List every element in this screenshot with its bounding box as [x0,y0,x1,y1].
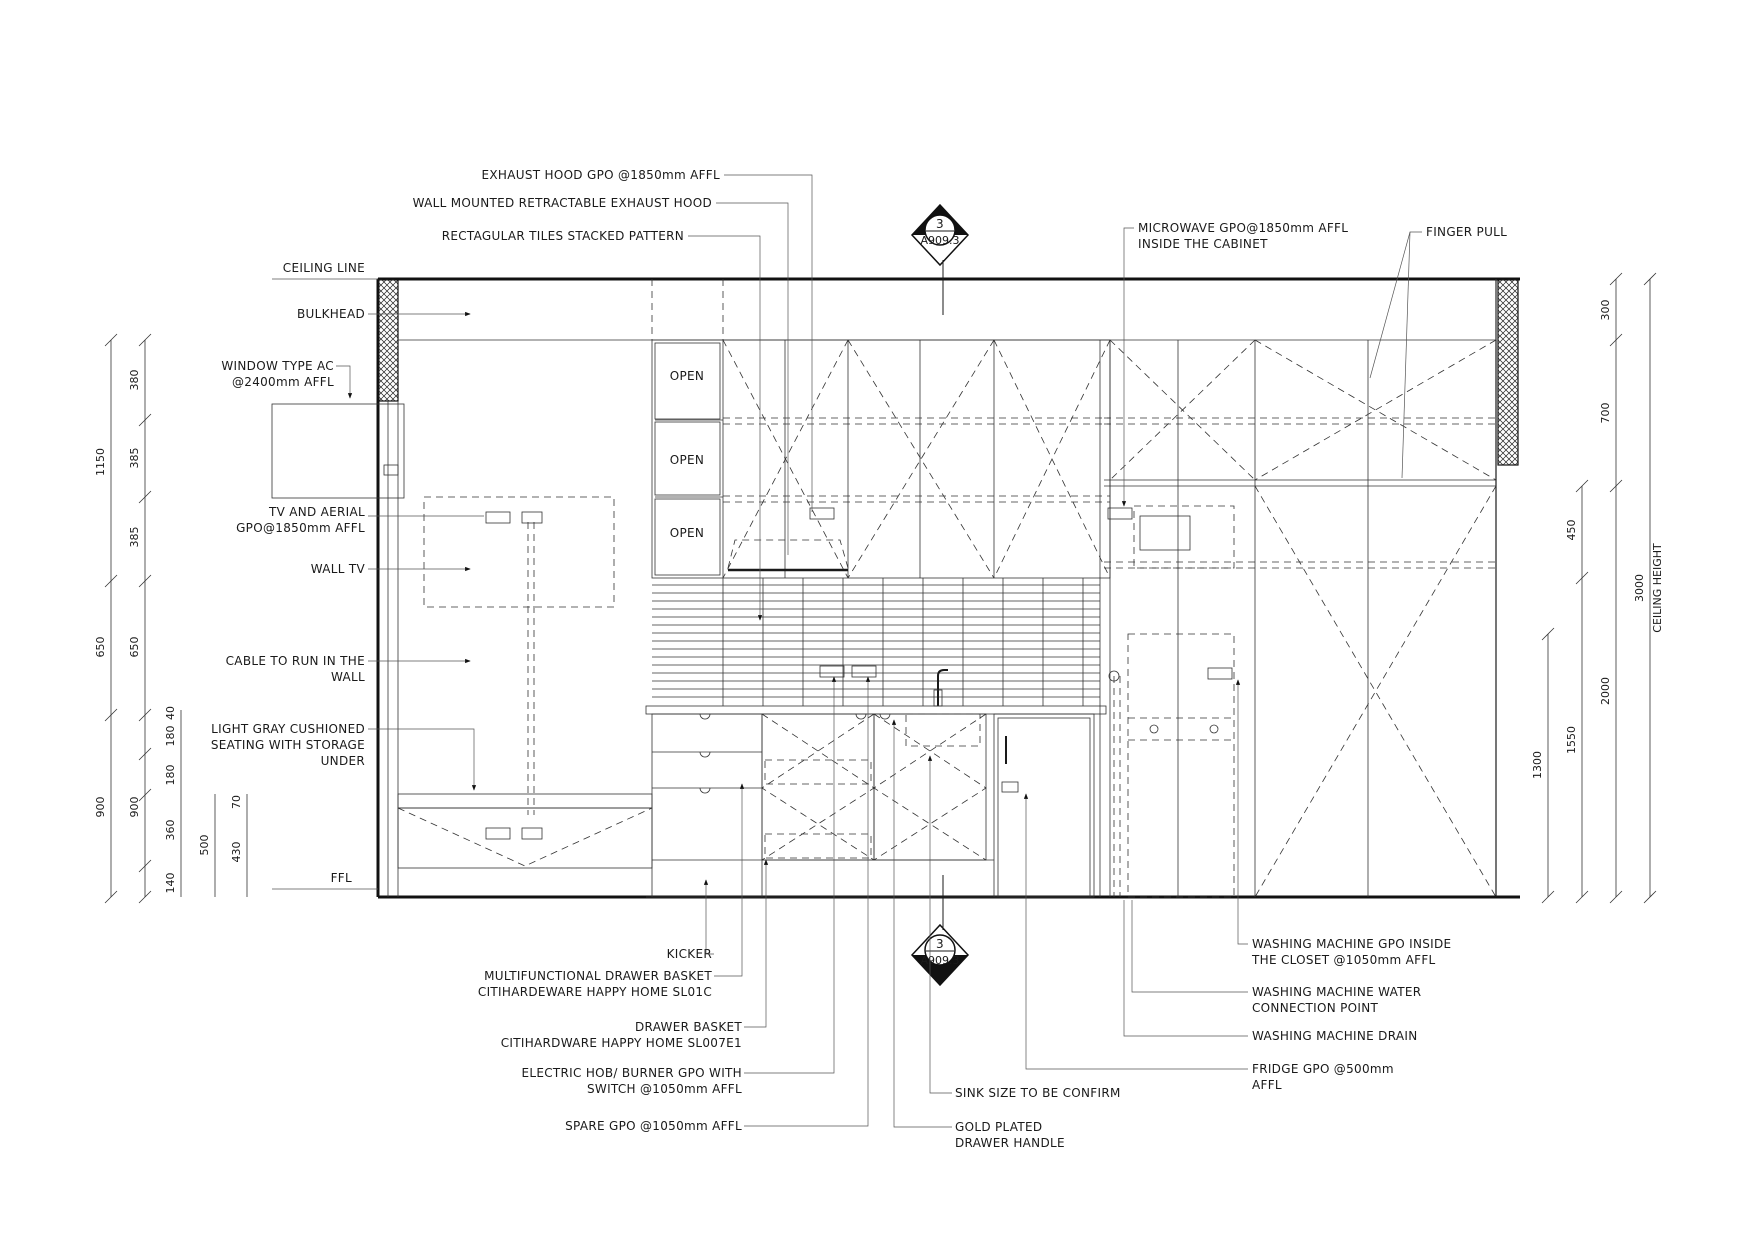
dimensions-left [94,334,247,903]
label-cable-2: WALL [331,670,365,684]
label-fridge-gpo-2: AFFL [1252,1078,1282,1092]
label-wm-water-2: CONNECTION POINT [1252,1001,1379,1015]
label-tiles: RECTAGULAR TILES STACKED PATTERN [441,229,684,243]
dim-right-c-1: 700 [1599,402,1612,424]
backsplash-tiles [652,578,1100,706]
open-label-1: OPEN [669,369,705,383]
label-kicker: KICKER [666,947,712,961]
bottom-center-annotations [894,720,1121,1150]
window-ac [272,404,404,498]
dim-right-c-0: 300 [1599,299,1612,321]
dim-left-outer-1: 650 [94,636,107,658]
left-annotations [211,168,812,889]
label-cable-1: CABLE TO RUN IN THE [225,654,365,668]
dim-left-inner-2: 385 [128,526,141,548]
dim-right-d-0: 3000 [1633,574,1646,602]
wall-tv [424,497,614,815]
section-sheet-bottom: A909.3 [920,954,960,967]
dim-left-outer-0: 1150 [94,448,107,476]
label-exhaust-hood-gpo: EXHAUST HOOD GPO @1850mm AFFL [481,168,720,182]
section-number-bottom: 3 [936,937,944,951]
upper-cabinets [652,279,1110,578]
label-multi-basket-2: CITIHARDEWARE HAPPY HOME SL01C [477,985,712,999]
dim-left-inner-0: 380 [128,369,141,391]
dim-right-b-1: 1550 [1565,726,1578,754]
dim-left-small-0: 360 [164,819,177,841]
label-wm-gpo-2: THE CLOSET @1050mm AFFL [1252,953,1436,967]
label-multi-basket-1: MULTIFUNCTIONAL DRAWER BASKET [484,969,712,983]
label-exhaust-hood: WALL MOUNTED RETRACTABLE EXHAUST HOOD [412,196,712,210]
label-microwave-1: MICROWAVE GPO@1850mm AFFL [1138,221,1349,235]
label-handle-2: DRAWER HANDLE [955,1136,1065,1150]
dim-right-c-2: 2000 [1599,677,1612,705]
label-microwave-2: INSIDE THE CABINET [1138,237,1268,251]
right-wall-hatch [1498,279,1518,465]
label-seating-3: UNDER [320,754,365,768]
left-wall-hatch [378,279,398,401]
label-handle-1: GOLD PLATED [955,1120,1043,1134]
seating [398,794,652,868]
dim-left-small-2: 70 [230,795,243,809]
section-sheet-top: A909.3 [920,234,960,247]
dim-left-inner-4: 180 [164,725,177,747]
dim-left-small-1: 500 [198,834,211,856]
dim-left-inner-5: 40 [164,706,177,720]
open-label-2: OPEN [669,453,705,467]
label-ceiling-line: CEILING LINE [282,261,365,275]
label-ceiling-height: CEILING HEIGHT [1651,543,1664,633]
lower-cabinets [646,666,1106,897]
right-top-annotations [1124,221,1507,506]
dim-left-small-3: 430 [230,841,243,863]
label-spare-gpo: SPARE GPO @1050mm AFFL [565,1119,742,1133]
dim-right-b-0: 450 [1565,519,1578,541]
dim-left-inner-6: 180 [164,764,177,786]
label-finger-pull: FINGER PULL [1426,225,1508,239]
label-wm-water-1: WASHING MACHINE WATER [1252,985,1422,999]
label-window-ac-2: @2400mm AFFL [231,375,334,389]
room-outline [378,279,1520,897]
label-seating-1: LIGHT GRAY CUSHIONED [211,722,365,736]
dim-left-inner-1: 385 [128,447,141,469]
label-tv-aerial-1: TV AND AERIAL [268,505,365,519]
label-ffl: FFL [330,871,352,885]
open-label-3: OPEN [669,526,705,540]
label-seating-2: SEATING WITH STORAGE [210,738,365,752]
section-marker-bottom [912,875,968,985]
label-sink: SINK SIZE TO BE CONFIRM [955,1086,1121,1100]
label-hob-gpo-2: SWITCH @1050mm AFFL [587,1082,742,1096]
label-drawer-basket-1: DRAWER BASKET [635,1020,742,1034]
dim-left-inner-8: 140 [164,872,177,894]
dim-left-outer-2: 900 [94,796,107,818]
label-wm-drain: WASHING MACHINE DRAIN [1252,1029,1418,1043]
section-marker-top [912,205,968,315]
dim-left-inner-7: 900 [128,796,141,818]
label-wm-gpo-1: WASHING MACHINE GPO INSIDE [1252,937,1452,951]
tall-cabinets [1100,340,1496,897]
label-window-ac-1: WINDOW TYPE AC [221,359,334,373]
dim-left-inner-3: 650 [128,636,141,658]
label-fridge-gpo-1: FRIDGE GPO @500mm [1252,1062,1394,1076]
dimensions-right [1531,273,1664,903]
dim-right-a-0: 1300 [1531,751,1544,779]
label-hob-gpo-1: ELECTRIC HOB/ BURNER GPO WITH [521,1066,742,1080]
label-drawer-basket-2: CITIHARDWARE HAPPY HOME SL007E1 [500,1036,742,1050]
label-wall-tv: WALL TV [310,562,365,576]
label-tv-aerial-2: GPO@1850mm AFFL [236,521,365,535]
section-number-top: 3 [936,217,944,231]
label-bulkhead: BULKHEAD [296,307,365,321]
bottom-left-annotations [478,677,868,1133]
